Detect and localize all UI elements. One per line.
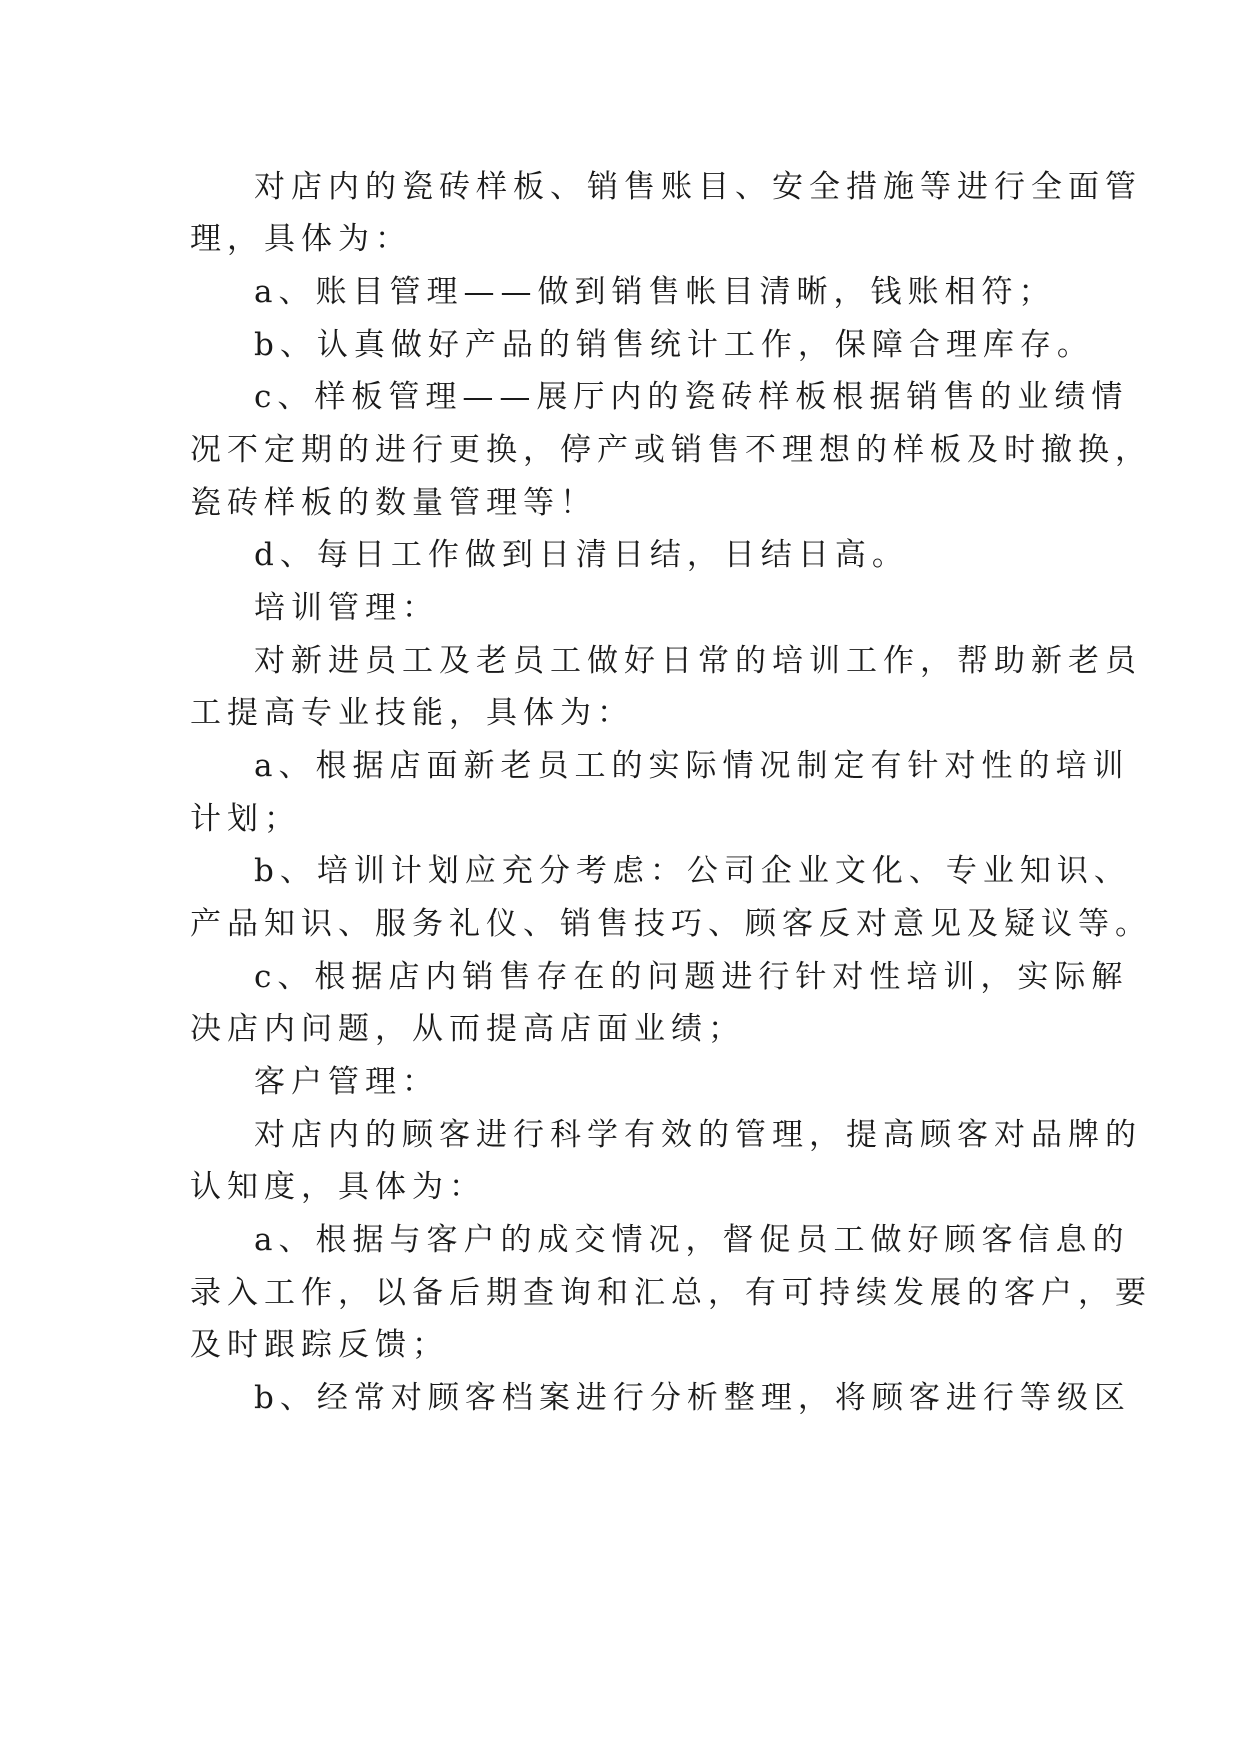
- paragraph-line: 及时跟踪反馈；: [190, 1327, 449, 1363]
- paragraph-line: c、样板管理——展厅内的瓷砖样板根据销售的业绩情: [254, 379, 1129, 415]
- paragraph-line: 认知度，具体为：: [190, 1169, 486, 1205]
- paragraph-line: 计划；: [190, 801, 301, 837]
- paragraph-line: 对新进员工及老员工做好日常的培训工作，帮助新老员: [254, 643, 1142, 679]
- paragraph-line: a、根据店面新老员工的实际情况制定有针对性的培训: [254, 748, 1130, 784]
- section-heading: 客户管理：: [254, 1064, 439, 1100]
- paragraph-line: 对店内的顾客进行科学有效的管理，提高顾客对品牌的: [254, 1117, 1142, 1153]
- paragraph-line: 对店内的瓷砖样板、销售账目、安全措施等进行全面管: [254, 169, 1142, 205]
- paragraph-line: 瓷砖样板的数量管理等！: [190, 485, 597, 521]
- paragraph-line: d、每日工作做到日清日结，日结日高。: [254, 537, 909, 573]
- paragraph-line: b、培训计划应充分考虑：公司企业文化、专业知识、: [254, 853, 1131, 889]
- paragraph-line: 录入工作，以备后期查询和汇总，有可持续发展的客户，要: [190, 1275, 1152, 1311]
- paragraph-line: 况不定期的进行更换，停产或销售不理想的样板及时撤换，: [190, 432, 1152, 468]
- paragraph-line: 理，具体为：: [190, 221, 412, 257]
- paragraph-line: b、认真做好产品的销售统计工作，保障合理库存。: [254, 327, 1094, 363]
- paragraph-line: 工提高专业技能，具体为：: [190, 695, 634, 731]
- paragraph-line: b、经常对顾客档案进行分析整理，将顾客进行等级区: [254, 1380, 1131, 1416]
- paragraph-line: a、根据与客户的成交情况，督促员工做好顾客信息的: [254, 1222, 1130, 1258]
- section-heading: 培训管理：: [254, 590, 439, 626]
- paragraph-line: c、根据店内销售存在的问题进行针对性培训，实际解: [254, 959, 1129, 995]
- paragraph-line: 产品知识、服务礼仪、销售技巧、顾客反对意见及疑议等。: [190, 906, 1152, 942]
- paragraph-line: a、账目管理——做到销售帐目清晰，钱账相符；: [254, 274, 1056, 310]
- paragraph-line: 决店内问题，从而提高店面业绩；: [190, 1011, 745, 1047]
